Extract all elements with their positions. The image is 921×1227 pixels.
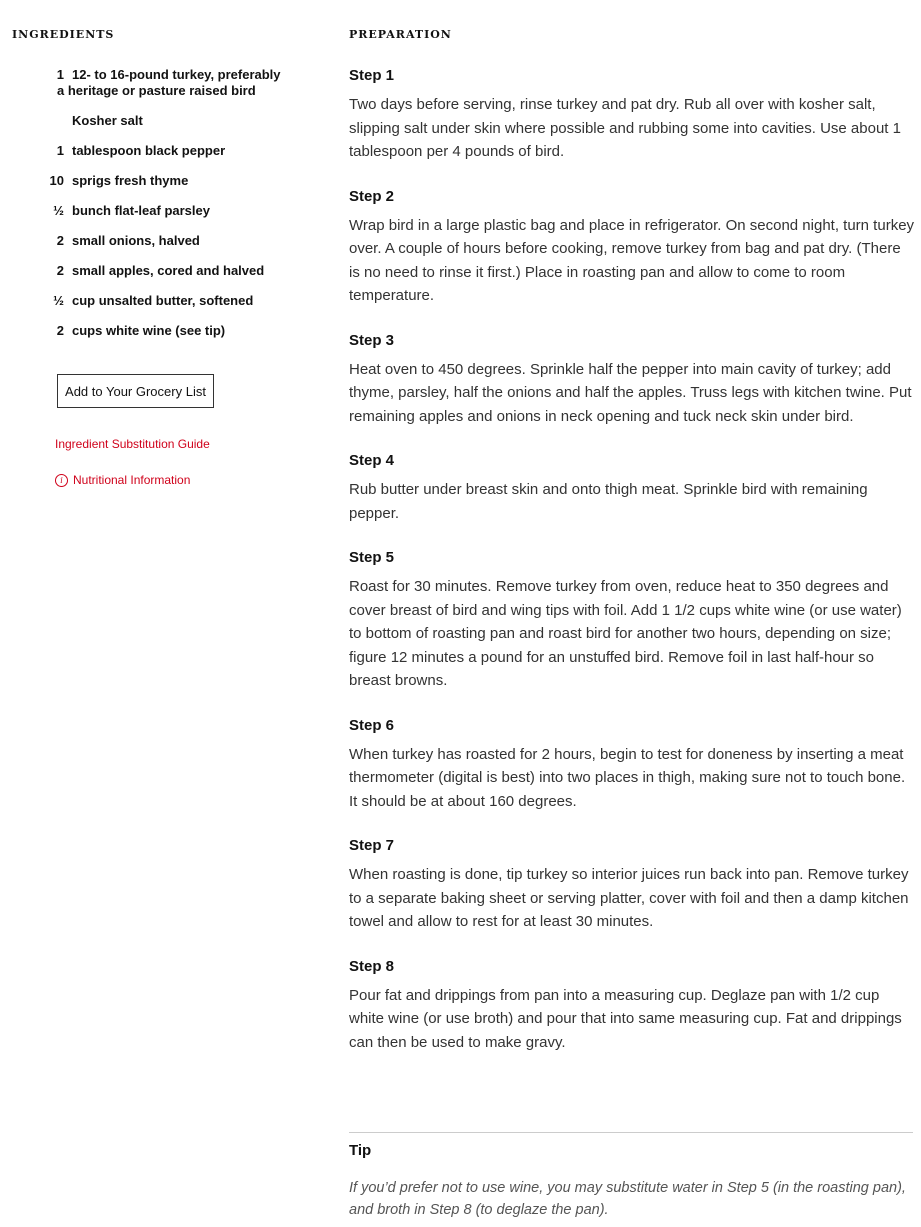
ingredient-item (0, 113, 300, 129)
tip-divider (349, 1132, 913, 1133)
step-body: Heat oven to 450 degrees. Sprinkle half the pepper into main cavity of turkey; add thyme, parsley, half the onions and half the apples. Truss legs with kitchen twine. Put remaining apples and onions in neck opening and tuck neck skin under bird. (349, 360, 912, 425)
tip-body: If you’d prefer not to use wine, you may substitute water in Step 5 (in the roasting pan), and broth in Step 8 (to deglaze the pan). (349, 1180, 906, 1218)
ingredient-item (0, 233, 300, 249)
ingredient-item (0, 173, 300, 189)
nutritional-information-link[interactable] (55, 473, 190, 487)
step-title: Step 1 (349, 67, 395, 84)
step-title: Step 8 (349, 957, 395, 975)
ingredient-item (0, 293, 300, 309)
step-body: Roast for 30 minutes. Remove turkey from oven, reduce heat to 350 degrees and cover breast of bird and wing tips with foil. Add 1 1/2 cups white wine (or use water) to bottom of roasting pan and roast bird for another two hours, depending on size; figure 12 minutes a pound for an unstuffed bird. Remove foil in last half-hour so breast browns. (349, 578, 902, 689)
ingredient-item (0, 203, 300, 219)
ingredient-text: bunch flat-leaf parsley (72, 203, 210, 218)
preparation-heading: PREPARATION (349, 28, 452, 41)
step-title: Step 5 (349, 549, 395, 566)
step-title: Step 6 (349, 716, 395, 734)
step-title: Step 4 (349, 452, 395, 469)
nutritional-information-label: Nutritional Information (73, 473, 191, 487)
ingredient-text: cups white wine (see tip) (72, 323, 226, 338)
ingredient-item (0, 143, 300, 159)
ingredient-quantity: ½ (53, 203, 64, 218)
info-icon: i (55, 474, 68, 487)
ingredient-item (0, 67, 300, 99)
ingredient-quantity: 2 (56, 233, 64, 248)
preparation-steps (349, 67, 915, 1078)
ingredient-item (0, 263, 300, 279)
ingredient-text: sprigs fresh thyme (72, 173, 189, 188)
add-to-grocery-list-button[interactable]: Add to Your Grocery List (57, 374, 214, 408)
step (349, 549, 915, 693)
step (349, 67, 915, 164)
ingredient-text-continued: a heritage or pasture raised bird (57, 83, 256, 98)
step (349, 188, 915, 308)
step (349, 837, 915, 934)
step-title: Step 3 (349, 331, 395, 349)
ingredient-quantity: 2 (56, 323, 64, 338)
ingredient-text: 12- to 16-pound turkey, preferably (72, 67, 281, 82)
step (349, 332, 915, 429)
ingredient-item (0, 323, 300, 339)
ingredient-text: small apples, cored and halved (72, 263, 265, 278)
ingredient-quantity: ½ (53, 293, 64, 308)
step-title: Step 7 (349, 837, 395, 854)
step-body: Rub butter under breast skin and onto thigh meat. Sprinkle bird with remaining pepper. (349, 481, 868, 522)
step-body: Wrap bird in a large plastic bag and place in refrigerator. On second night, turn turkey over. A couple of hours before cooking, remove turkey from bag and pat dry. (There is no need to rinse it first.) Place in roasting pan and allow to come to room temperature. (349, 216, 915, 304)
ingredient-text: cup unsalted butter, softened (72, 293, 254, 308)
ingredients-heading: INGREDIENTS (12, 28, 115, 41)
step-body: When turkey has roasted for 2 hours, begin to test for doneness by inserting a meat thermometer (digital is best) into two places in thigh, making sure not to touch bone. It should be at about 160 degrees. (349, 745, 906, 810)
tip-title: Tip (349, 1142, 372, 1159)
step-body: Pour fat and drippings from pan into a measuring cup. Deglaze pan with 1/2 cup white wine (or use broth) and pour that into same measuring cup. Fat and drippings can then be used to make gravy. (349, 986, 902, 1051)
step (349, 452, 915, 525)
ingredient-quantity: 1 (56, 67, 64, 82)
step-body: Two days before serving, rinse turkey and pat dry. Rub all over with kosher salt, slipping salt under skin where possible and rubbing some into cavities. Use about 1 tablespoon per 4 pounds of bird. (349, 96, 901, 160)
step (349, 958, 915, 1055)
ingredient-quantity: 1 (56, 143, 64, 158)
step-title: Step 2 (349, 187, 395, 205)
ingredient-text: small onions, halved (72, 233, 200, 248)
ingredient-substitution-link[interactable]: Ingredient Substitution Guide (55, 437, 210, 451)
ingredient-text: Kosher salt (72, 113, 143, 128)
step-body: When roasting is done, tip turkey so interior juices run back into pan. Remove turkey to a separate baking sheet or serving platter, cover with foil and then a damp kitchen towel and allow to rest for at least 30 minutes. (349, 866, 909, 930)
step (349, 717, 915, 814)
ingredient-text: tablespoon black pepper (72, 143, 226, 158)
ingredient-list (0, 67, 300, 353)
ingredient-quantity: 2 (56, 263, 64, 278)
ingredient-quantity: 10 (49, 173, 64, 188)
